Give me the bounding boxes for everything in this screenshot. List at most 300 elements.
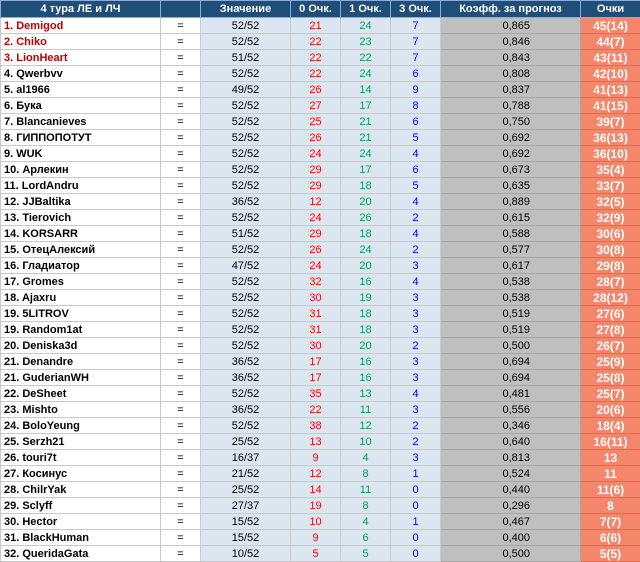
coefficient-cell[interactable]: 0,843 bbox=[441, 50, 581, 66]
equals-cell[interactable]: = bbox=[161, 274, 201, 290]
zero-points-cell[interactable]: 17 bbox=[291, 370, 341, 386]
player-name-cell[interactable]: 26. touri7t bbox=[1, 450, 161, 466]
coefficient-cell[interactable]: 0,556 bbox=[441, 402, 581, 418]
equals-cell[interactable]: = bbox=[161, 98, 201, 114]
coefficient-cell[interactable]: 0,865 bbox=[441, 18, 581, 34]
table-row bbox=[1, 130, 640, 146]
equals-cell[interactable]: = bbox=[161, 226, 201, 242]
zero-points-cell[interactable]: 22 bbox=[291, 50, 341, 66]
player-name-cell[interactable]: 11. LordAndru bbox=[1, 178, 161, 194]
coefficient-cell[interactable]: 0,588 bbox=[441, 226, 581, 242]
zero-points-cell[interactable]: 38 bbox=[291, 418, 341, 434]
player-name-cell[interactable]: 30. Hector bbox=[1, 514, 161, 530]
value-cell[interactable]: 52/52 bbox=[201, 210, 291, 226]
zero-points-cell[interactable]: 12 bbox=[291, 466, 341, 482]
three-points-cell[interactable]: 7 bbox=[391, 50, 441, 66]
points-cell[interactable]: 26(7) bbox=[581, 338, 640, 354]
value-cell[interactable]: 52/52 bbox=[201, 18, 291, 34]
one-point-cell[interactable]: 26 bbox=[341, 210, 391, 226]
table-row bbox=[1, 226, 640, 242]
three-points-cell[interactable]: 6 bbox=[391, 114, 441, 130]
table-row bbox=[1, 194, 640, 210]
coefficient-cell[interactable]: 0,750 bbox=[441, 114, 581, 130]
one-point-cell[interactable]: 24 bbox=[341, 146, 391, 162]
coefficient-cell[interactable]: 0,640 bbox=[441, 434, 581, 450]
value-cell[interactable]: 52/52 bbox=[201, 162, 291, 178]
three-points-cell[interactable]: 2 bbox=[391, 338, 441, 354]
table-row bbox=[1, 34, 640, 50]
value-cell[interactable]: 52/52 bbox=[201, 274, 291, 290]
coefficient-cell[interactable]: 0,615 bbox=[441, 210, 581, 226]
points-cell[interactable]: 25(9) bbox=[581, 354, 640, 370]
three-points-cell[interactable]: 0 bbox=[391, 530, 441, 546]
player-name-cell[interactable]: 1. Demigod bbox=[1, 18, 161, 34]
three-points-cell[interactable]: 4 bbox=[391, 194, 441, 210]
value-cell[interactable]: 52/52 bbox=[201, 146, 291, 162]
three-points-cell[interactable]: 5 bbox=[391, 178, 441, 194]
value-cell[interactable]: 25/52 bbox=[201, 482, 291, 498]
one-point-cell[interactable]: 16 bbox=[341, 274, 391, 290]
equals-cell[interactable]: = bbox=[161, 498, 201, 514]
player-name-cell[interactable]: 5. al1966 bbox=[1, 82, 161, 98]
zero-points-cell[interactable]: 25 bbox=[291, 114, 341, 130]
value-cell[interactable]: 36/52 bbox=[201, 354, 291, 370]
three-points-cell[interactable]: 3 bbox=[391, 370, 441, 386]
points-cell[interactable]: 36(10) bbox=[581, 146, 640, 162]
one-point-cell[interactable]: 11 bbox=[341, 482, 391, 498]
points-cell[interactable]: 27(8) bbox=[581, 322, 640, 338]
three-points-cell[interactable]: 1 bbox=[391, 514, 441, 530]
one-point-cell[interactable]: 8 bbox=[341, 466, 391, 482]
one-point-cell[interactable]: 4 bbox=[341, 514, 391, 530]
points-cell[interactable]: 28(12) bbox=[581, 290, 640, 306]
three-points-cell[interactable]: 0 bbox=[391, 482, 441, 498]
player-name-cell[interactable]: 3. LionHeart bbox=[1, 50, 161, 66]
value-cell[interactable]: 52/52 bbox=[201, 114, 291, 130]
zero-points-cell[interactable]: 19 bbox=[291, 498, 341, 514]
points-cell[interactable]: 28(7) bbox=[581, 274, 640, 290]
three-points-cell[interactable]: 2 bbox=[391, 210, 441, 226]
zero-points-cell[interactable]: 22 bbox=[291, 34, 341, 50]
one-point-cell[interactable]: 17 bbox=[341, 162, 391, 178]
player-name-cell[interactable]: 17. Gromes bbox=[1, 274, 161, 290]
equals-cell[interactable]: = bbox=[161, 530, 201, 546]
points-cell[interactable]: 20(6) bbox=[581, 402, 640, 418]
three-points-cell[interactable]: 0 bbox=[391, 498, 441, 514]
one-point-cell[interactable]: 8 bbox=[341, 498, 391, 514]
points-cell[interactable]: 5(5) bbox=[581, 546, 640, 562]
player-name-cell[interactable]: 25. Serzh21 bbox=[1, 434, 161, 450]
zero-points-cell[interactable]: 31 bbox=[291, 306, 341, 322]
coefficient-cell[interactable]: 0,346 bbox=[441, 418, 581, 434]
equals-cell[interactable]: = bbox=[161, 418, 201, 434]
points-cell[interactable]: 30(8) bbox=[581, 242, 640, 258]
one-point-cell[interactable]: 18 bbox=[341, 178, 391, 194]
three-points-cell[interactable]: 9 bbox=[391, 82, 441, 98]
three-points-cell[interactable]: 4 bbox=[391, 226, 441, 242]
one-point-cell[interactable]: 17 bbox=[341, 98, 391, 114]
equals-cell[interactable]: = bbox=[161, 18, 201, 34]
header-name[interactable]: 4 тура ЛЕ и ЛЧ bbox=[1, 1, 161, 18]
three-points-cell[interactable]: 6 bbox=[391, 162, 441, 178]
three-points-cell[interactable]: 3 bbox=[391, 290, 441, 306]
three-points-cell[interactable]: 0 bbox=[391, 546, 441, 562]
player-name-cell[interactable]: 14. KORSARR bbox=[1, 226, 161, 242]
header-three-points[interactable]: 3 Очк. bbox=[391, 1, 441, 18]
three-points-cell[interactable]: 2 bbox=[391, 418, 441, 434]
zero-points-cell[interactable]: 27 bbox=[291, 98, 341, 114]
zero-points-cell[interactable]: 13 bbox=[291, 434, 341, 450]
table-row bbox=[1, 210, 640, 226]
header-zero-points[interactable]: 0 Очк. bbox=[291, 1, 341, 18]
player-name-cell[interactable]: 19. 5LITROV bbox=[1, 306, 161, 322]
zero-points-cell[interactable]: 29 bbox=[291, 162, 341, 178]
equals-cell[interactable]: = bbox=[161, 338, 201, 354]
zero-points-cell[interactable]: 9 bbox=[291, 450, 341, 466]
player-name-cell[interactable]: 22. DeSheet bbox=[1, 386, 161, 402]
coefficient-cell[interactable]: 0,846 bbox=[441, 34, 581, 50]
value-cell[interactable]: 15/52 bbox=[201, 514, 291, 530]
table-row bbox=[1, 50, 640, 66]
table-row bbox=[1, 466, 640, 482]
header-eq[interactable] bbox=[161, 1, 201, 18]
value-cell[interactable]: 52/52 bbox=[201, 386, 291, 402]
table-row bbox=[1, 530, 640, 546]
coefficient-cell[interactable]: 0,813 bbox=[441, 450, 581, 466]
equals-cell[interactable]: = bbox=[161, 354, 201, 370]
one-point-cell[interactable]: 5 bbox=[341, 546, 391, 562]
three-points-cell[interactable]: 3 bbox=[391, 258, 441, 274]
zero-points-cell[interactable]: 32 bbox=[291, 274, 341, 290]
points-cell[interactable]: 29(8) bbox=[581, 258, 640, 274]
three-points-cell[interactable]: 6 bbox=[391, 66, 441, 82]
one-point-cell[interactable]: 11 bbox=[341, 402, 391, 418]
table-row bbox=[1, 306, 640, 322]
player-name-cell[interactable]: 27. Косинус bbox=[1, 466, 161, 482]
one-point-cell[interactable]: 20 bbox=[341, 194, 391, 210]
three-points-cell[interactable]: 1 bbox=[391, 466, 441, 482]
points-cell[interactable]: 43(11) bbox=[581, 50, 640, 66]
value-cell[interactable]: 52/52 bbox=[201, 34, 291, 50]
one-point-cell[interactable]: 12 bbox=[341, 418, 391, 434]
zero-points-cell[interactable]: 21 bbox=[291, 18, 341, 34]
points-cell[interactable]: 42(10) bbox=[581, 66, 640, 82]
equals-cell[interactable]: = bbox=[161, 66, 201, 82]
equals-cell[interactable]: = bbox=[161, 194, 201, 210]
coefficient-cell[interactable]: 0,481 bbox=[441, 386, 581, 402]
table-row bbox=[1, 146, 640, 162]
points-cell[interactable]: 13 bbox=[581, 450, 640, 466]
points-cell[interactable]: 32(9) bbox=[581, 210, 640, 226]
zero-points-cell[interactable]: 29 bbox=[291, 226, 341, 242]
equals-cell[interactable]: = bbox=[161, 114, 201, 130]
equals-cell[interactable]: = bbox=[161, 482, 201, 498]
equals-cell[interactable]: = bbox=[161, 290, 201, 306]
value-cell[interactable]: 47/52 bbox=[201, 258, 291, 274]
player-name-cell[interactable]: 24. BoloYeung bbox=[1, 418, 161, 434]
equals-cell[interactable]: = bbox=[161, 178, 201, 194]
equals-cell[interactable]: = bbox=[161, 306, 201, 322]
zero-points-cell[interactable]: 12 bbox=[291, 194, 341, 210]
coefficient-cell[interactable]: 0,524 bbox=[441, 466, 581, 482]
value-cell[interactable]: 16/37 bbox=[201, 450, 291, 466]
coefficient-cell[interactable]: 0,617 bbox=[441, 258, 581, 274]
value-cell[interactable]: 15/52 bbox=[201, 530, 291, 546]
points-cell[interactable]: 11(6) bbox=[581, 482, 640, 498]
one-point-cell[interactable]: 18 bbox=[341, 306, 391, 322]
table-row bbox=[1, 258, 640, 274]
equals-cell[interactable]: = bbox=[161, 466, 201, 482]
player-name-cell[interactable]: 19. Random1at bbox=[1, 322, 161, 338]
equals-cell[interactable]: = bbox=[161, 82, 201, 98]
three-points-cell[interactable]: 2 bbox=[391, 434, 441, 450]
three-points-cell[interactable]: 7 bbox=[391, 34, 441, 50]
value-cell[interactable]: 21/52 bbox=[201, 466, 291, 482]
player-name-cell[interactable]: 29. Sclyff bbox=[1, 498, 161, 514]
points-cell[interactable]: 16(11) bbox=[581, 434, 640, 450]
equals-cell[interactable]: = bbox=[161, 546, 201, 562]
coefficient-cell[interactable]: 0,538 bbox=[441, 274, 581, 290]
coefficient-cell[interactable]: 0,500 bbox=[441, 338, 581, 354]
table-row bbox=[1, 418, 640, 434]
header-one-point[interactable]: 1 Очк. bbox=[341, 1, 391, 18]
one-point-cell[interactable]: 24 bbox=[341, 18, 391, 34]
player-name-cell[interactable]: 12. JJBaltika bbox=[1, 194, 161, 210]
table-row bbox=[1, 290, 640, 306]
table-row bbox=[1, 402, 640, 418]
three-points-cell[interactable]: 4 bbox=[391, 386, 441, 402]
one-point-cell[interactable]: 14 bbox=[341, 82, 391, 98]
three-points-cell[interactable]: 2 bbox=[391, 242, 441, 258]
equals-cell[interactable]: = bbox=[161, 450, 201, 466]
coefficient-cell[interactable]: 0,635 bbox=[441, 178, 581, 194]
zero-points-cell[interactable]: 5 bbox=[291, 546, 341, 562]
equals-cell[interactable]: = bbox=[161, 434, 201, 450]
player-name-cell[interactable]: 31. BlackHuman bbox=[1, 530, 161, 546]
player-name-cell[interactable]: 21. GuderianWH bbox=[1, 370, 161, 386]
value-cell[interactable]: 52/52 bbox=[201, 338, 291, 354]
equals-cell[interactable]: = bbox=[161, 386, 201, 402]
value-cell[interactable]: 52/52 bbox=[201, 98, 291, 114]
player-name-cell[interactable]: 15. ОтецАлексий bbox=[1, 242, 161, 258]
one-point-cell[interactable]: 19 bbox=[341, 290, 391, 306]
value-cell[interactable]: 52/52 bbox=[201, 242, 291, 258]
player-name-cell[interactable]: 8. ГИППОПОТУТ bbox=[1, 130, 161, 146]
equals-cell[interactable]: = bbox=[161, 514, 201, 530]
player-name-cell[interactable]: 7. Blancanieves bbox=[1, 114, 161, 130]
points-cell[interactable]: 44(7) bbox=[581, 34, 640, 50]
player-name-cell[interactable]: 21. Denandre bbox=[1, 354, 161, 370]
player-name-cell[interactable]: 16. Гладиатор bbox=[1, 258, 161, 274]
value-cell[interactable]: 51/52 bbox=[201, 50, 291, 66]
one-point-cell[interactable]: 24 bbox=[341, 66, 391, 82]
one-point-cell[interactable]: 20 bbox=[341, 338, 391, 354]
equals-cell[interactable]: = bbox=[161, 402, 201, 418]
points-cell[interactable]: 25(7) bbox=[581, 386, 640, 402]
value-cell[interactable]: 52/52 bbox=[201, 418, 291, 434]
points-cell[interactable]: 35(4) bbox=[581, 162, 640, 178]
three-points-cell[interactable]: 4 bbox=[391, 274, 441, 290]
coefficient-cell[interactable]: 0,788 bbox=[441, 98, 581, 114]
header-points[interactable]: Очки bbox=[581, 1, 640, 18]
player-name-cell[interactable]: 9. WUK bbox=[1, 146, 161, 162]
points-cell[interactable]: 30(6) bbox=[581, 226, 640, 242]
player-name-cell[interactable]: 13. Tierovich bbox=[1, 210, 161, 226]
coefficient-cell[interactable]: 0,296 bbox=[441, 498, 581, 514]
points-cell[interactable]: 41(15) bbox=[581, 98, 640, 114]
zero-points-cell[interactable]: 35 bbox=[291, 386, 341, 402]
three-points-cell[interactable]: 5 bbox=[391, 130, 441, 146]
coefficient-cell[interactable]: 0,673 bbox=[441, 162, 581, 178]
player-name-cell[interactable]: 23. Mishto bbox=[1, 402, 161, 418]
equals-cell[interactable]: = bbox=[161, 370, 201, 386]
equals-cell[interactable]: = bbox=[161, 242, 201, 258]
equals-cell[interactable]: = bbox=[161, 50, 201, 66]
zero-points-cell[interactable]: 14 bbox=[291, 482, 341, 498]
header-coefficient[interactable]: Коэфф. за прогноз bbox=[441, 1, 581, 18]
coefficient-cell[interactable]: 0,440 bbox=[441, 482, 581, 498]
player-name-cell[interactable]: 6. Бука bbox=[1, 98, 161, 114]
value-cell[interactable]: 52/52 bbox=[201, 290, 291, 306]
zero-points-cell[interactable]: 30 bbox=[291, 290, 341, 306]
player-name-cell[interactable]: 28. ChilrYak bbox=[1, 482, 161, 498]
coefficient-cell[interactable]: 0,692 bbox=[441, 146, 581, 162]
coefficient-cell[interactable]: 0,538 bbox=[441, 290, 581, 306]
points-cell[interactable]: 18(4) bbox=[581, 418, 640, 434]
equals-cell[interactable]: = bbox=[161, 322, 201, 338]
points-cell[interactable]: 8 bbox=[581, 498, 640, 514]
equals-cell[interactable]: = bbox=[161, 162, 201, 178]
table-row bbox=[1, 546, 640, 562]
points-cell[interactable]: 6(6) bbox=[581, 530, 640, 546]
zero-points-cell[interactable]: 9 bbox=[291, 530, 341, 546]
coefficient-cell[interactable]: 0,500 bbox=[441, 546, 581, 562]
zero-points-cell[interactable]: 26 bbox=[291, 82, 341, 98]
points-cell[interactable]: 27(6) bbox=[581, 306, 640, 322]
player-name-cell[interactable]: 20. Deniska3d bbox=[1, 338, 161, 354]
value-cell[interactable]: 36/52 bbox=[201, 194, 291, 210]
value-cell[interactable]: 52/52 bbox=[201, 66, 291, 82]
points-cell[interactable]: 39(7) bbox=[581, 114, 640, 130]
coefficient-cell[interactable]: 0,692 bbox=[441, 130, 581, 146]
zero-points-cell[interactable]: 30 bbox=[291, 338, 341, 354]
three-points-cell[interactable]: 3 bbox=[391, 450, 441, 466]
three-points-cell[interactable]: 4 bbox=[391, 146, 441, 162]
points-cell[interactable]: 41(13) bbox=[581, 82, 640, 98]
three-points-cell[interactable]: 3 bbox=[391, 354, 441, 370]
points-cell[interactable]: 11 bbox=[581, 466, 640, 482]
zero-points-cell[interactable]: 17 bbox=[291, 354, 341, 370]
three-points-cell[interactable]: 7 bbox=[391, 18, 441, 34]
coefficient-cell[interactable]: 0,467 bbox=[441, 514, 581, 530]
zero-points-cell[interactable]: 31 bbox=[291, 322, 341, 338]
table-row bbox=[1, 18, 640, 34]
coefficient-cell[interactable]: 0,837 bbox=[441, 82, 581, 98]
table-row bbox=[1, 178, 640, 194]
points-cell[interactable]: 45(14) bbox=[581, 18, 640, 34]
player-name-cell[interactable]: 10. Арлекин bbox=[1, 162, 161, 178]
one-point-cell[interactable]: 21 bbox=[341, 114, 391, 130]
coefficient-cell[interactable]: 0,400 bbox=[441, 530, 581, 546]
one-point-cell[interactable]: 16 bbox=[341, 354, 391, 370]
value-cell[interactable]: 36/52 bbox=[201, 402, 291, 418]
three-points-cell[interactable]: 3 bbox=[391, 306, 441, 322]
three-points-cell[interactable]: 3 bbox=[391, 322, 441, 338]
one-point-cell[interactable]: 18 bbox=[341, 322, 391, 338]
one-point-cell[interactable]: 24 bbox=[341, 242, 391, 258]
one-point-cell[interactable]: 18 bbox=[341, 226, 391, 242]
equals-cell[interactable]: = bbox=[161, 210, 201, 226]
value-cell[interactable]: 25/52 bbox=[201, 434, 291, 450]
coefficient-cell[interactable]: 0,519 bbox=[441, 306, 581, 322]
one-point-cell[interactable]: 22 bbox=[341, 50, 391, 66]
one-point-cell[interactable]: 4 bbox=[341, 450, 391, 466]
zero-points-cell[interactable]: 24 bbox=[291, 210, 341, 226]
value-cell[interactable]: 36/52 bbox=[201, 370, 291, 386]
equals-cell[interactable]: = bbox=[161, 146, 201, 162]
value-cell[interactable]: 52/52 bbox=[201, 306, 291, 322]
value-cell[interactable]: 49/52 bbox=[201, 82, 291, 98]
zero-points-cell[interactable]: 10 bbox=[291, 514, 341, 530]
coefficient-cell[interactable]: 0,808 bbox=[441, 66, 581, 82]
player-name-cell[interactable]: 32. QueridaGata bbox=[1, 546, 161, 562]
zero-points-cell[interactable]: 24 bbox=[291, 146, 341, 162]
player-name-cell[interactable]: 4. Qwerbvv bbox=[1, 66, 161, 82]
coefficient-cell[interactable]: 0,519 bbox=[441, 322, 581, 338]
zero-points-cell[interactable]: 22 bbox=[291, 66, 341, 82]
zero-points-cell[interactable]: 24 bbox=[291, 258, 341, 274]
table-row bbox=[1, 354, 640, 370]
equals-cell[interactable]: = bbox=[161, 130, 201, 146]
value-cell[interactable]: 27/37 bbox=[201, 498, 291, 514]
player-name-cell[interactable]: 18. Ajaxru bbox=[1, 290, 161, 306]
zero-points-cell[interactable]: 29 bbox=[291, 178, 341, 194]
value-cell[interactable]: 10/52 bbox=[201, 546, 291, 562]
player-name-cell[interactable]: 2. Chiko bbox=[1, 34, 161, 50]
one-point-cell[interactable]: 13 bbox=[341, 386, 391, 402]
points-cell[interactable]: 7(7) bbox=[581, 514, 640, 530]
value-cell[interactable]: 51/52 bbox=[201, 226, 291, 242]
one-point-cell[interactable]: 23 bbox=[341, 34, 391, 50]
value-cell[interactable]: 52/52 bbox=[201, 322, 291, 338]
value-cell[interactable]: 52/52 bbox=[201, 178, 291, 194]
one-point-cell[interactable]: 10 bbox=[341, 434, 391, 450]
table-row bbox=[1, 498, 640, 514]
header-value[interactable]: Значение bbox=[201, 1, 291, 18]
points-cell[interactable]: 25(8) bbox=[581, 370, 640, 386]
points-cell[interactable]: 33(7) bbox=[581, 178, 640, 194]
equals-cell[interactable]: = bbox=[161, 34, 201, 50]
one-point-cell[interactable]: 20 bbox=[341, 258, 391, 274]
points-cell[interactable]: 32(5) bbox=[581, 194, 640, 210]
value-cell[interactable]: 52/52 bbox=[201, 130, 291, 146]
three-points-cell[interactable]: 8 bbox=[391, 98, 441, 114]
one-point-cell[interactable]: 21 bbox=[341, 130, 391, 146]
points-cell[interactable]: 36(13) bbox=[581, 130, 640, 146]
coefficient-cell[interactable]: 0,889 bbox=[441, 194, 581, 210]
zero-points-cell[interactable]: 22 bbox=[291, 402, 341, 418]
zero-points-cell[interactable]: 26 bbox=[291, 242, 341, 258]
coefficient-cell[interactable]: 0,694 bbox=[441, 370, 581, 386]
equals-cell[interactable]: = bbox=[161, 258, 201, 274]
coefficient-cell[interactable]: 0,694 bbox=[441, 354, 581, 370]
one-point-cell[interactable]: 6 bbox=[341, 530, 391, 546]
three-points-cell[interactable]: 3 bbox=[391, 402, 441, 418]
one-point-cell[interactable]: 16 bbox=[341, 370, 391, 386]
zero-points-cell[interactable]: 26 bbox=[291, 130, 341, 146]
coefficient-cell[interactable]: 0,577 bbox=[441, 242, 581, 258]
table-row bbox=[1, 322, 640, 338]
